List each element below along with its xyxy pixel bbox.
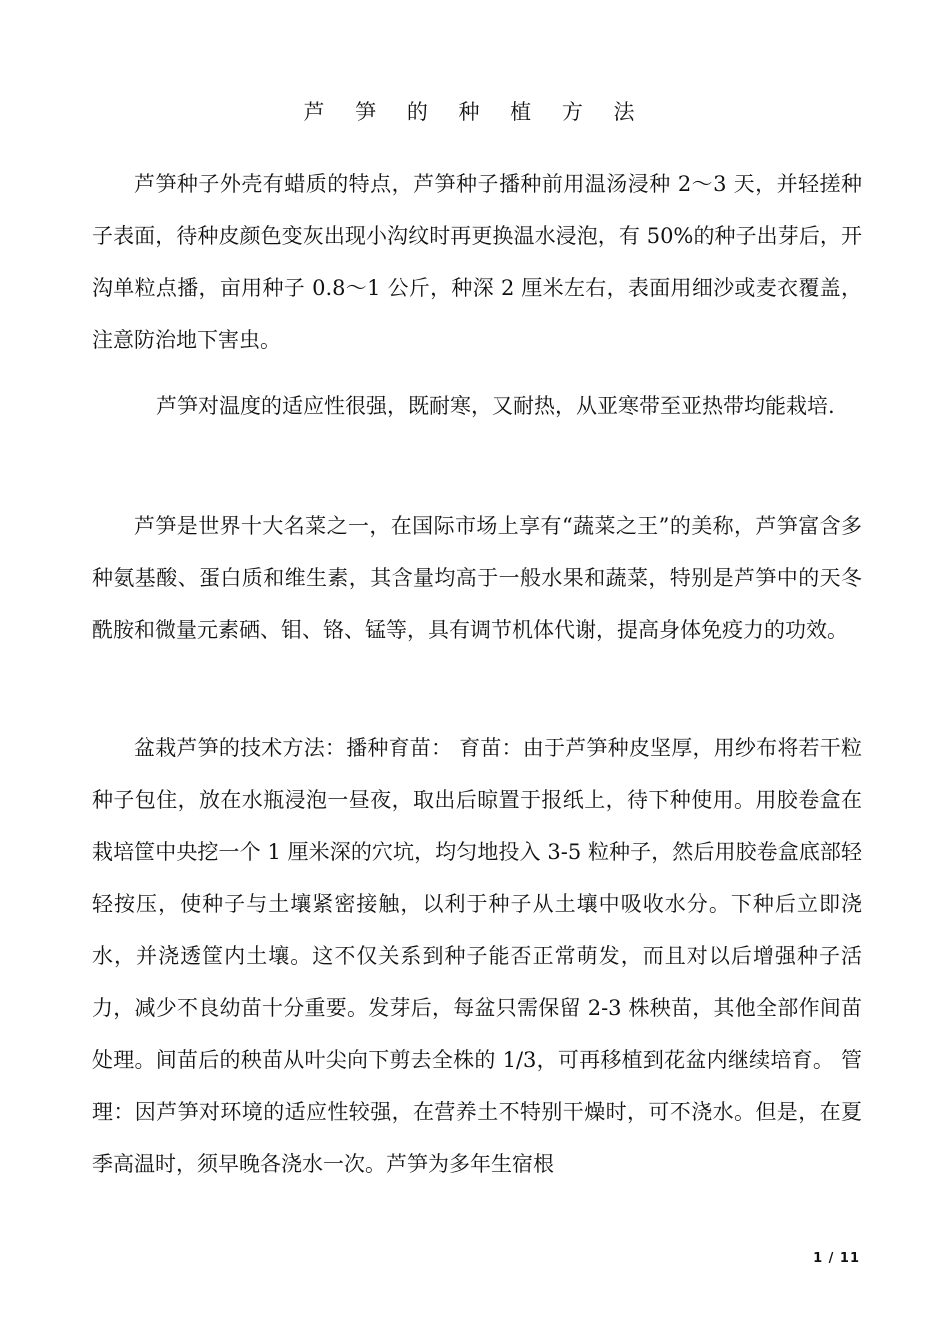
paragraph-potted-method: 盆栽芦笋的技术方法：播种育苗： 育苗：由于芦笋种皮坚厚，用纱布将若干粒种子包住，放在水瓶浸泡一昼夜，取出后晾置于报纸上，待下种使用。用胶卷盒在栽培筐中央挖一个 1 厘米深的穴坑，均匀地投入 3-5 粒种子，然后用胶卷盒底部轻轻按压，使种子与土壤紧密接触，以利于种子从土壤中吸收水分。下种后立即浇水，并浇透筐内土壤。这不仅关系到种子能否正常萌发，而且对以后增强种子活力，减少不良幼苗十分重要。发芽后，每盆只需保留 2-3 株秧苗，其他全部作间苗处理。间苗后的秧苗从叶尖向下剪去全株的 1/3，可再移植到花盆内继续培育。 管理：因芦笋对环境的适应性较强，在营养土不特别干燥时，可不浇水。但是，在夏季高温时，须早晚各浇水一次。芦笋为多年生宿根 bbox=[92, 736, 862, 1176]
page-number: 1 / 11 bbox=[813, 1251, 860, 1266]
paragraph-temperature-adaptability: 芦笋对温度的适应性很强，既耐寒，又耐热，从亚寒带至亚热带均能栽培. bbox=[156, 394, 835, 418]
document-title: 芦 笋 的 种 植 方 法 bbox=[303, 100, 647, 124]
paragraph-seed-soaking: 芦笋种子外壳有蜡质的特点，芦笋种子播种前用温汤浸种 2～3 天，并轻搓种子表面，待种皮颜色变灰出现小沟纹时再更换温水浸泡，有 50%的种子出芽后，开沟单粒点播，亩用种子 0.8～1 公斤，种深 2 厘米左右，表面用细沙或麦衣覆盖，注意防治地下害虫。 bbox=[92, 172, 862, 352]
paragraph-nutrition: 芦笋是世界十大名菜之一，在国际市场上享有“蔬菜之王”的美称，芦笋富含多种氨基酸、蛋白质和维生素，其含量均高于一般水果和蔬菜，特别是芦笋中的天冬酰胺和微量元素硒、钼、铬、锰等，具有调节机体代谢，提高身体免疫力的功效。 bbox=[92, 514, 862, 642]
